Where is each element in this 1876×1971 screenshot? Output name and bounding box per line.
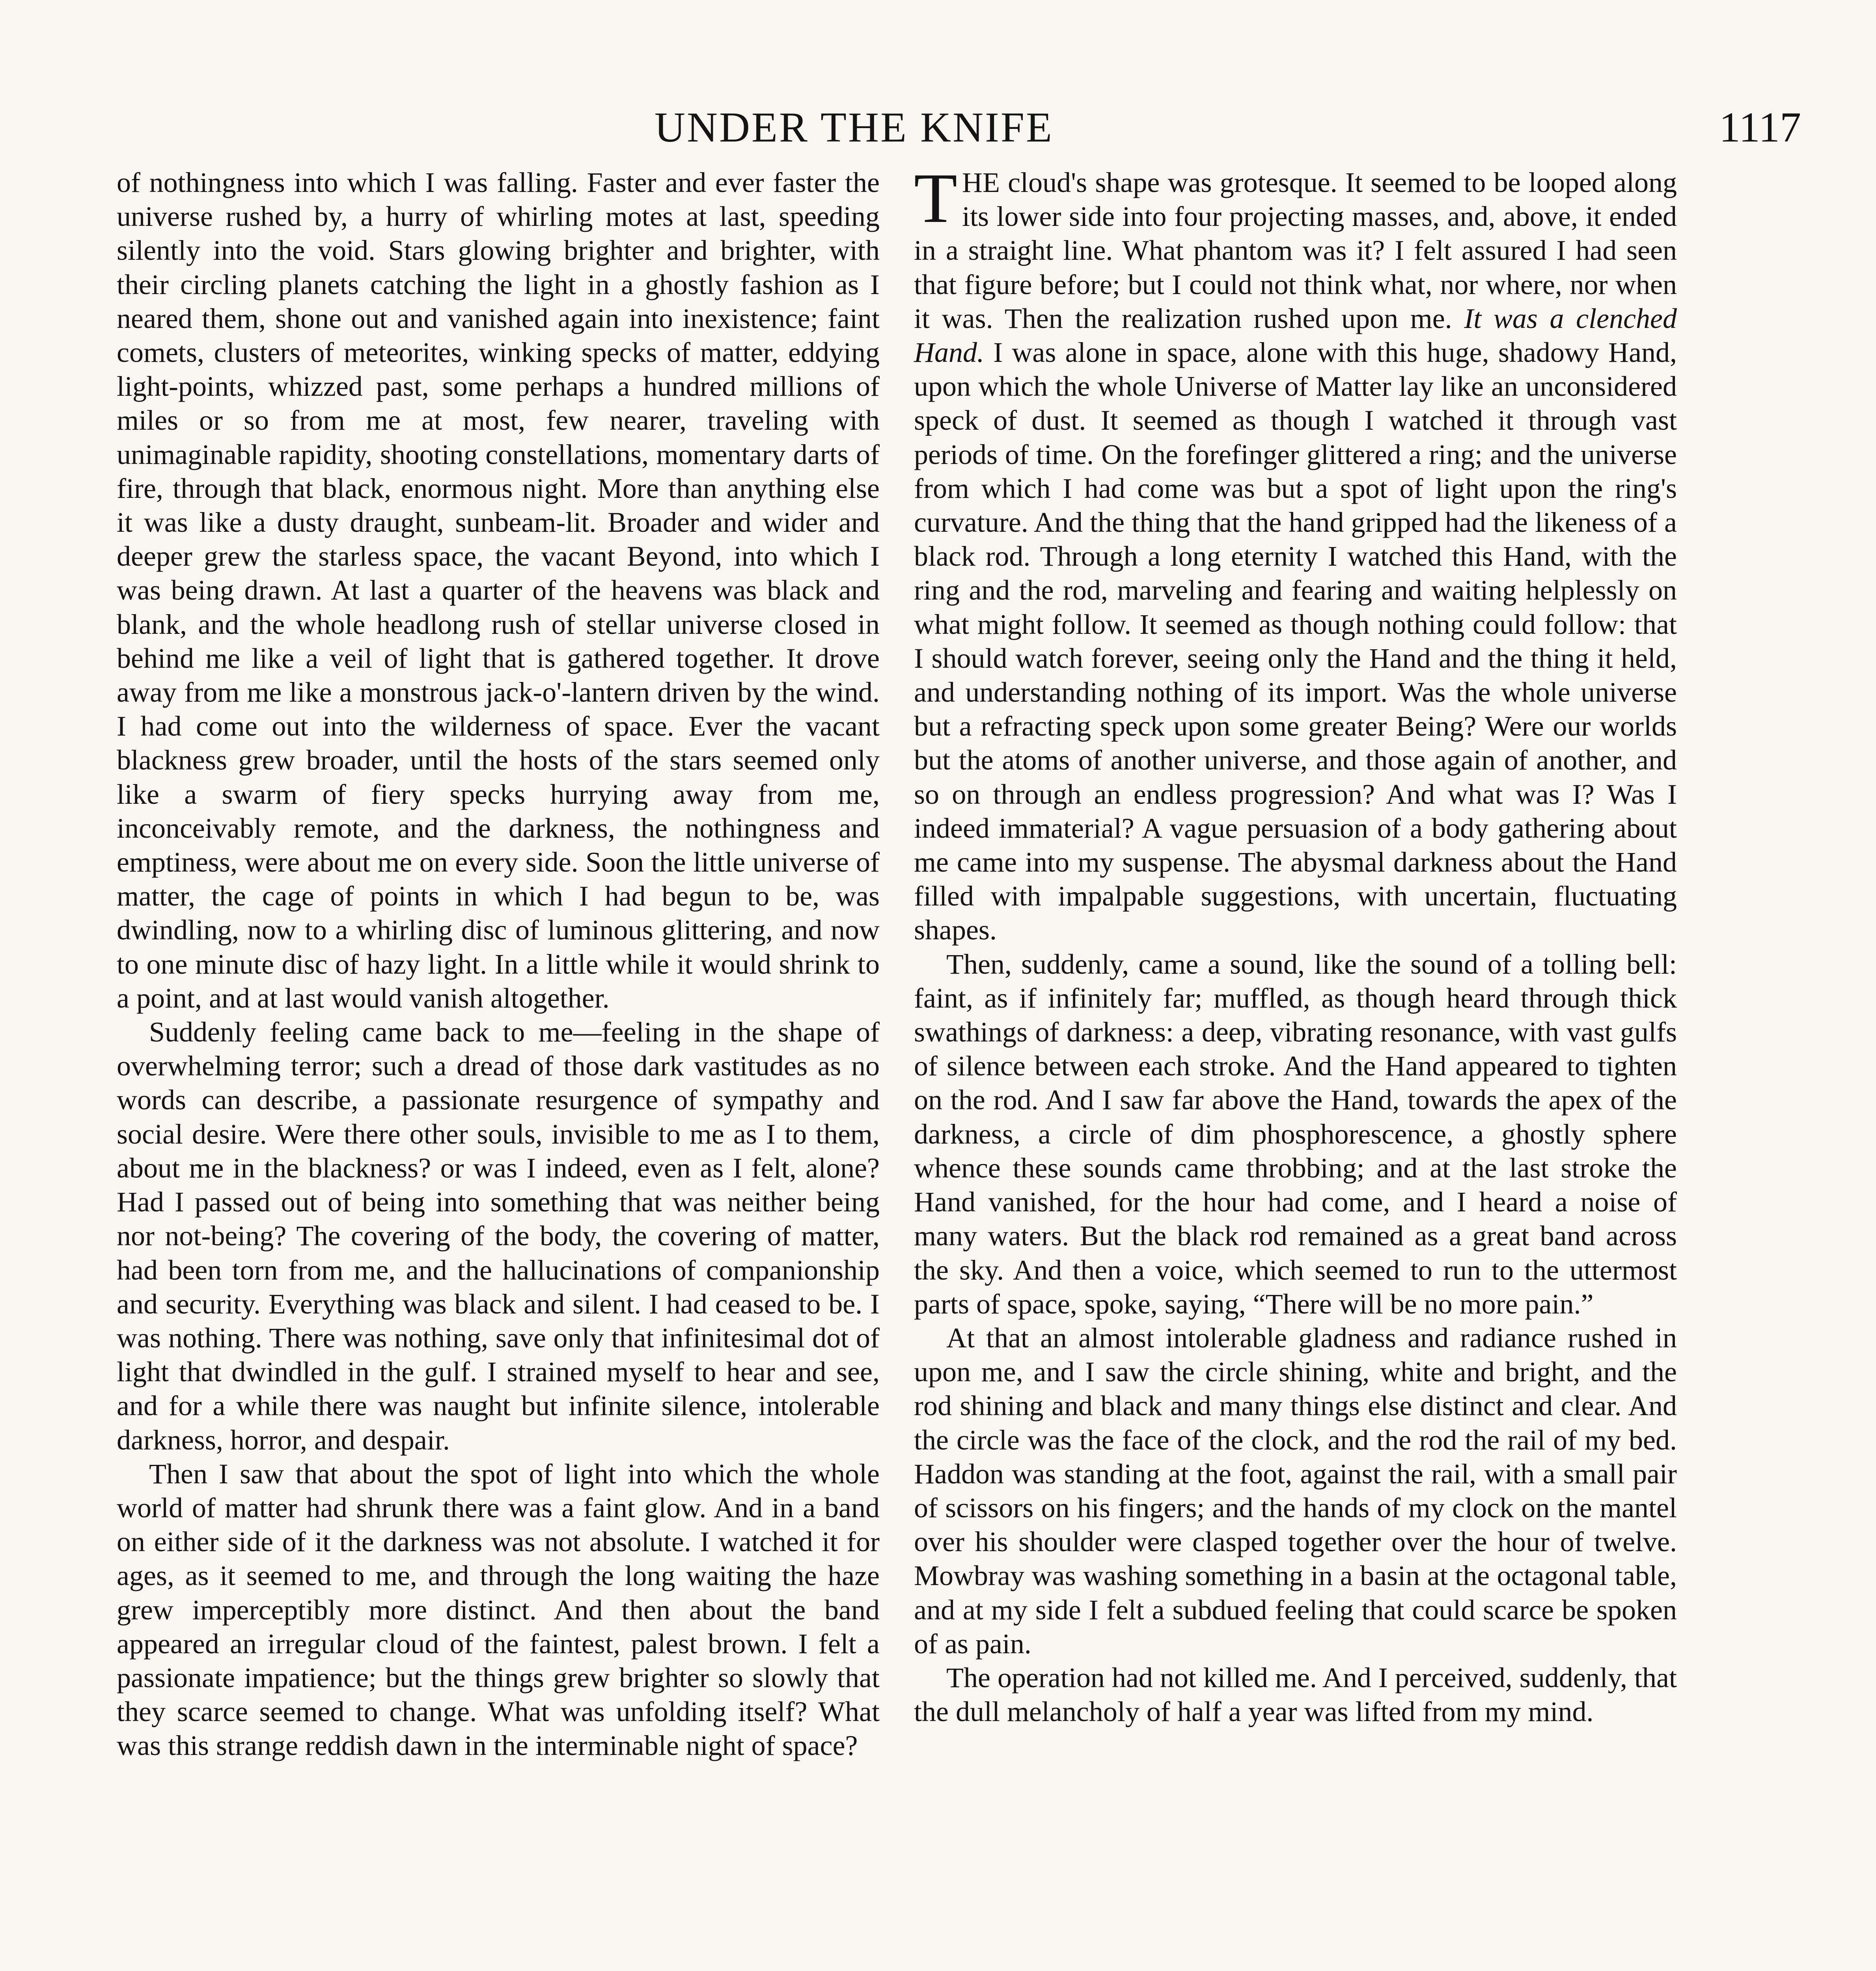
drop-cap: T bbox=[914, 159, 957, 237]
paragraph: Suddenly feeling came back to me—feeling in the shape of overwhelming terror; such a dread of those dark vastitudes as no words can describe, a passionate resurgence of sympathy and social desire. Were there other souls, invisible to me as I to them, about me in the blackness? or was I indeed, even as I felt, alone? Had I passed out of being into something that was neither being nor not-being? The covering of the body, the covering of matter, had been torn from me, and the hallucinations of companionship and security. Everything was black and silent. I had ceased to be. I was nothing. There was nothing, save only that infinitesimal dot of light that dwindled in the gulf. I strained myself to hear and see, and for a while there was naught but infinite silence, intolerable darkness, horror, and despair. bbox=[117, 1016, 880, 1456]
paragraph: At that an almost intolerable gladness and radiance rushed in upon me, and I saw the circle shining, white and bright, and the rod shining and black and many things else distinct and clear. And the circle was the face of the clock, and the rod the rail of my bed. Haddon was standing at the foot, against the rail, with a small pair of scissors on his fingers; and the hands of my clock on the mantel over his shoulder were clasped together over the hour of twelve. Mowbray was washing something in a basin at the octagonal table, and at my side I felt a subdued feeling that could scarce be spoken of as pain. bbox=[914, 1322, 1677, 1660]
paragraph: Then I saw that about the spot of light into which the whole world of matter had shrunk there was a faint glow. And in a band on either side of it the darkness was not absolute. I watched it for ages, as it seemed to me, and through the long waiting the haze grew imperceptibly more distinct. And then about the band appeared an irregular cloud of the faintest, palest brown. I felt a passionate impatience; but the things grew brighter so slowly that they scarce seemed to change. What was unfolding itself? What was this strange reddish dawn in the interminable night of space? bbox=[117, 1458, 880, 1762]
running-title: UNDER THE KNIFE bbox=[655, 104, 1054, 151]
paragraph: The operation had not killed me. And I perceived, suddenly, that the dull melancholy of half a year was lifted from my mind. bbox=[914, 1662, 1677, 1728]
paragraph-text: I was alone in space, alone with this huge, shadowy Hand, upon which the whole Universe of Matter lay like an unconsidered speck of dust. It seemed as though I watched it through vast periods of time. On the forefinger glittered a ring; and the universe from which I had come was but a spot of light upon the ring's curvature. And the thing that the hand gripped had the likeness of a black rod. Through a long eternity I watched this Hand, with the ring and the rod, marveling and fearing and waiting helplessly on what might follow. It seemed as though nothing could follow: that I should watch forever, seeing only the Hand and the thing it held, and understanding nothing of its import. Was the whole universe but a refracting speck upon some greater Being? Were our worlds but the atoms of another universe, and those again of another, and so on through an endless progression? And what was I? Was I indeed immaterial? A vague persuasion of a body gathering about me came into my suspense. The abysmal darkness about the Hand filled with impalpable suggestions, with uncertain, fluctuating shapes. bbox=[914, 337, 1677, 946]
paragraph: of nothingness into which I was falling. Faster and ever faster the universe rushed by, a hurry of whirling motes at last, speeding silently into the void. Stars glowing brighter and brighter, with their circling planets catching the light in a ghostly fashion as I neared them, shone out and vanished again into inexistence; faint comets, clusters of meteorites, winking specks of matter, eddying light-points, whizzed past, some perhaps a hundred millions of miles or so from me at most, few nearer, traveling with unimaginable rapidity, shooting constellations, momentary darts of fire, through that black, enormous night. More than anything else it was like a dusty draught, sunbeam-lit. Broader and wider and deeper grew the starless space, the vacant Beyond, into which I was being drawn. At last a quarter of the heavens was black and blank, and the whole headlong rush of stellar universe closed in behind me like a veil of light that is gathered together. It drove away from me like a monstrous jack-o'-lantern driven by the wind. I had come out into the wilderness of space. Ever the vacant blackness grew broader, until the hosts of the stars seemed only like a swarm of fiery specks hurrying away from me, inconceivably remote, and the darkness, the nothingness and emptiness, were about me on every side. Soon the little universe of matter, the cage of points in which I had begun to be, was dwindling, now to a whirling disc of luminous glittering, and now to one minute disc of hazy light. In a little while it would shrink to a point, and at last would vanish altogether. bbox=[117, 167, 880, 1014]
paragraph-text: HE cloud's shape was grotesque. It seemed to be looped along its lower side into four projecting masses, and, above, it ended in a straight line. What phantom was it? I felt assured I had seen that figure before; but I could not think what, nor where, nor when it was. Then the realization rushed upon me. bbox=[914, 167, 1677, 334]
left-column bbox=[117, 166, 880, 1763]
page-number: 1117 bbox=[1719, 104, 1801, 151]
paragraph: Then, suddenly, came a sound, like the sound of a tolling bell: faint, as if infinitely far; muffled, as though heard through thick swathings of darkness: a deep, vibrating resonance, with vast gulfs of silence between each stroke. And the Hand appeared to tighten on the rod. And I saw far above the Hand, towards the apex of the darkness, a circle of dim phosphorescence, a ghostly sphere whence these sounds came throbbing; and at the last stroke the Hand vanished, for the hour had come, and I heard a noise of many waters. But the black rod remained as a great band across the sky. And then a voice, which seemed to run to the uttermost parts of space, spoke, saying, “There will be no more pain.” bbox=[914, 948, 1677, 1320]
right-column bbox=[914, 159, 1677, 1729]
emphasis-text: It was a clenched Hand. bbox=[914, 302, 1677, 369]
paragraph bbox=[914, 159, 1677, 947]
